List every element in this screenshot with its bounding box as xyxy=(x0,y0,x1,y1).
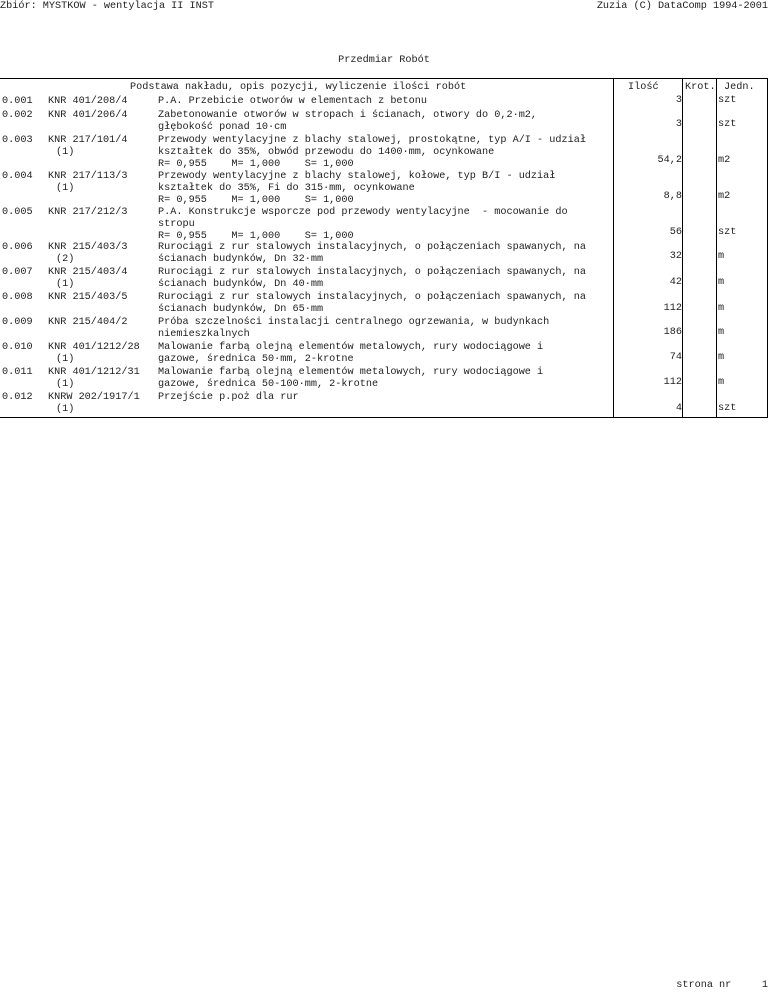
knr-variant: (1) xyxy=(56,404,75,415)
knr-code: KNR 215/403/4 xyxy=(48,267,128,278)
item-unit: m xyxy=(718,251,725,262)
knr-code: KNR 401/1212/28 xyxy=(48,342,140,353)
item-quantity: 42 xyxy=(669,277,682,288)
item-description: Rurociągi z rur stalowych instalacyjnych, o połączeniach spawanych, na ścianach budynków, Dn 65·mm xyxy=(158,292,586,315)
page-number: 1 xyxy=(761,980,768,991)
position-number: 0.005 xyxy=(2,207,33,218)
item-unit: szt xyxy=(718,227,737,238)
item-quantity: 74 xyxy=(669,352,682,363)
item-unit: m xyxy=(718,327,725,338)
knr-code: KNR 217/101/4 xyxy=(48,135,128,146)
column-divider xyxy=(613,79,614,417)
item-quantity: 32 xyxy=(669,251,682,262)
item-description: P.A. Konstrukcje wsporcze pod przewody wentylacyjne - mocowanie do stropu R= 0,955 M= 1,000 S= 1,000 xyxy=(158,207,568,242)
item-unit: m xyxy=(718,277,725,288)
knr-variant: (1) xyxy=(56,354,75,365)
knr-code: KNR 217/212/3 xyxy=(48,207,128,218)
item-description: Zabetonowanie otworów w stropach i ścianach, otwory do 0,2·m2, głębokość ponad 10·cm xyxy=(158,110,538,133)
position-number: 0.011 xyxy=(2,367,33,378)
column-header-unit: Jedn. xyxy=(724,82,755,93)
item-quantity: 112 xyxy=(663,303,682,314)
knr-code: KNR 215/403/3 xyxy=(48,242,128,253)
knr-variant: (1) xyxy=(56,279,75,290)
knr-code: KNR 215/403/5 xyxy=(48,292,128,303)
position-number: 0.012 xyxy=(2,392,33,403)
item-quantity: 112 xyxy=(663,377,682,388)
item-description: Rurociągi z rur stalowych instalacyjnych, o połączeniach spawanych, na ścianach budynków, Dn 32·mm xyxy=(158,242,586,265)
item-quantity: 3 xyxy=(675,119,682,130)
item-quantity: 54,2 xyxy=(657,155,682,166)
item-unit: szt xyxy=(718,403,737,414)
item-unit: szt xyxy=(718,95,737,106)
position-number: 0.002 xyxy=(2,110,33,121)
column-header-quantity: Ilość xyxy=(628,82,659,93)
software-credit: Zuzia (C) DataComp 1994-2001 xyxy=(596,1,768,12)
column-header-description: Podstawa nakładu, opis pozycji, wyliczenie ilości robót xyxy=(130,82,467,93)
knr-code: KNRW 202/1917/1 xyxy=(48,392,140,403)
item-description: Malowanie farbą olejną elementów metalowych, rury wodociągowe i gazowe, średnica 50·mm, 2-krotne xyxy=(158,342,544,365)
position-number: 0.010 xyxy=(2,342,33,353)
column-divider xyxy=(682,79,683,417)
item-unit: m2 xyxy=(718,155,731,166)
item-quantity: 4 xyxy=(675,403,682,414)
table-header xyxy=(0,82,768,96)
position-number: 0.001 xyxy=(2,96,33,107)
knr-variant: (2) xyxy=(56,254,75,265)
document-title: Przedmiar Robót xyxy=(338,55,430,66)
knr-code: KNR 401/1212/31 xyxy=(48,367,140,378)
position-number: 0.009 xyxy=(2,317,33,328)
cost-estimate-table xyxy=(0,78,768,418)
collection-title: Zbiór: MYSTKOW - wentylacja II INST xyxy=(0,1,214,12)
item-description: P.A. Przebicie otworów w elementach z betonu xyxy=(158,96,427,107)
column-header-krot: Krot. xyxy=(685,82,716,93)
position-number: 0.007 xyxy=(2,267,33,278)
position-number: 0.004 xyxy=(2,171,33,182)
knr-code: KNR 217/113/3 xyxy=(48,171,128,182)
item-description: Przewody wentylacyjne z blachy stalowej, prostokątne, typ A/I - udział kształtek do 35%, obwód przewodu do 1400·mm, ocynkowane R= 0,955 M= 1,000 S= 1,000 xyxy=(158,135,586,170)
position-number: 0.008 xyxy=(2,292,33,303)
item-unit: szt xyxy=(718,119,737,130)
column-divider xyxy=(716,79,717,417)
position-number: 0.006 xyxy=(2,242,33,253)
item-description: Malowanie farbą olejną elementów metalowych, rury wodociągowe i gazowe, średnica 50-100·mm, 2-krotne xyxy=(158,367,544,390)
item-description: Próba szczelności instalacji centralnego ogrzewania, w budynkach niemieszkalnych xyxy=(158,317,550,340)
item-description: Przewody wentylacyjne z blachy stalowej, kołowe, typ B/I - udział kształtek do 35%, Fi do 315·mm, ocynkowane R= 0,955 M= 1,000 S= 1,000 xyxy=(158,171,556,206)
item-quantity: 3 xyxy=(675,95,682,106)
item-description: Rurociągi z rur stalowych instalacyjnych, o połączeniach spawanych, na ścianach budynków, Dn 40·mm xyxy=(158,267,586,290)
page-label: strona nr xyxy=(676,980,732,991)
knr-code: KNR 401/206/4 xyxy=(48,110,128,121)
item-unit: m xyxy=(718,352,725,363)
item-unit: m xyxy=(718,303,725,314)
item-unit: m2 xyxy=(718,191,731,202)
item-unit: m xyxy=(718,377,725,388)
item-quantity: 56 xyxy=(669,227,682,238)
item-description: Przejście p.poż dla rur xyxy=(158,392,299,403)
item-quantity: 186 xyxy=(663,327,682,338)
page-footer xyxy=(676,980,768,991)
knr-code: KNR 215/404/2 xyxy=(48,317,128,328)
knr-variant: (1) xyxy=(56,183,75,194)
knr-code: KNR 401/208/4 xyxy=(48,96,128,107)
knr-variant: (1) xyxy=(56,379,75,390)
knr-variant: (1) xyxy=(56,147,75,158)
position-number: 0.003 xyxy=(2,135,33,146)
item-quantity: 8,8 xyxy=(663,191,682,202)
